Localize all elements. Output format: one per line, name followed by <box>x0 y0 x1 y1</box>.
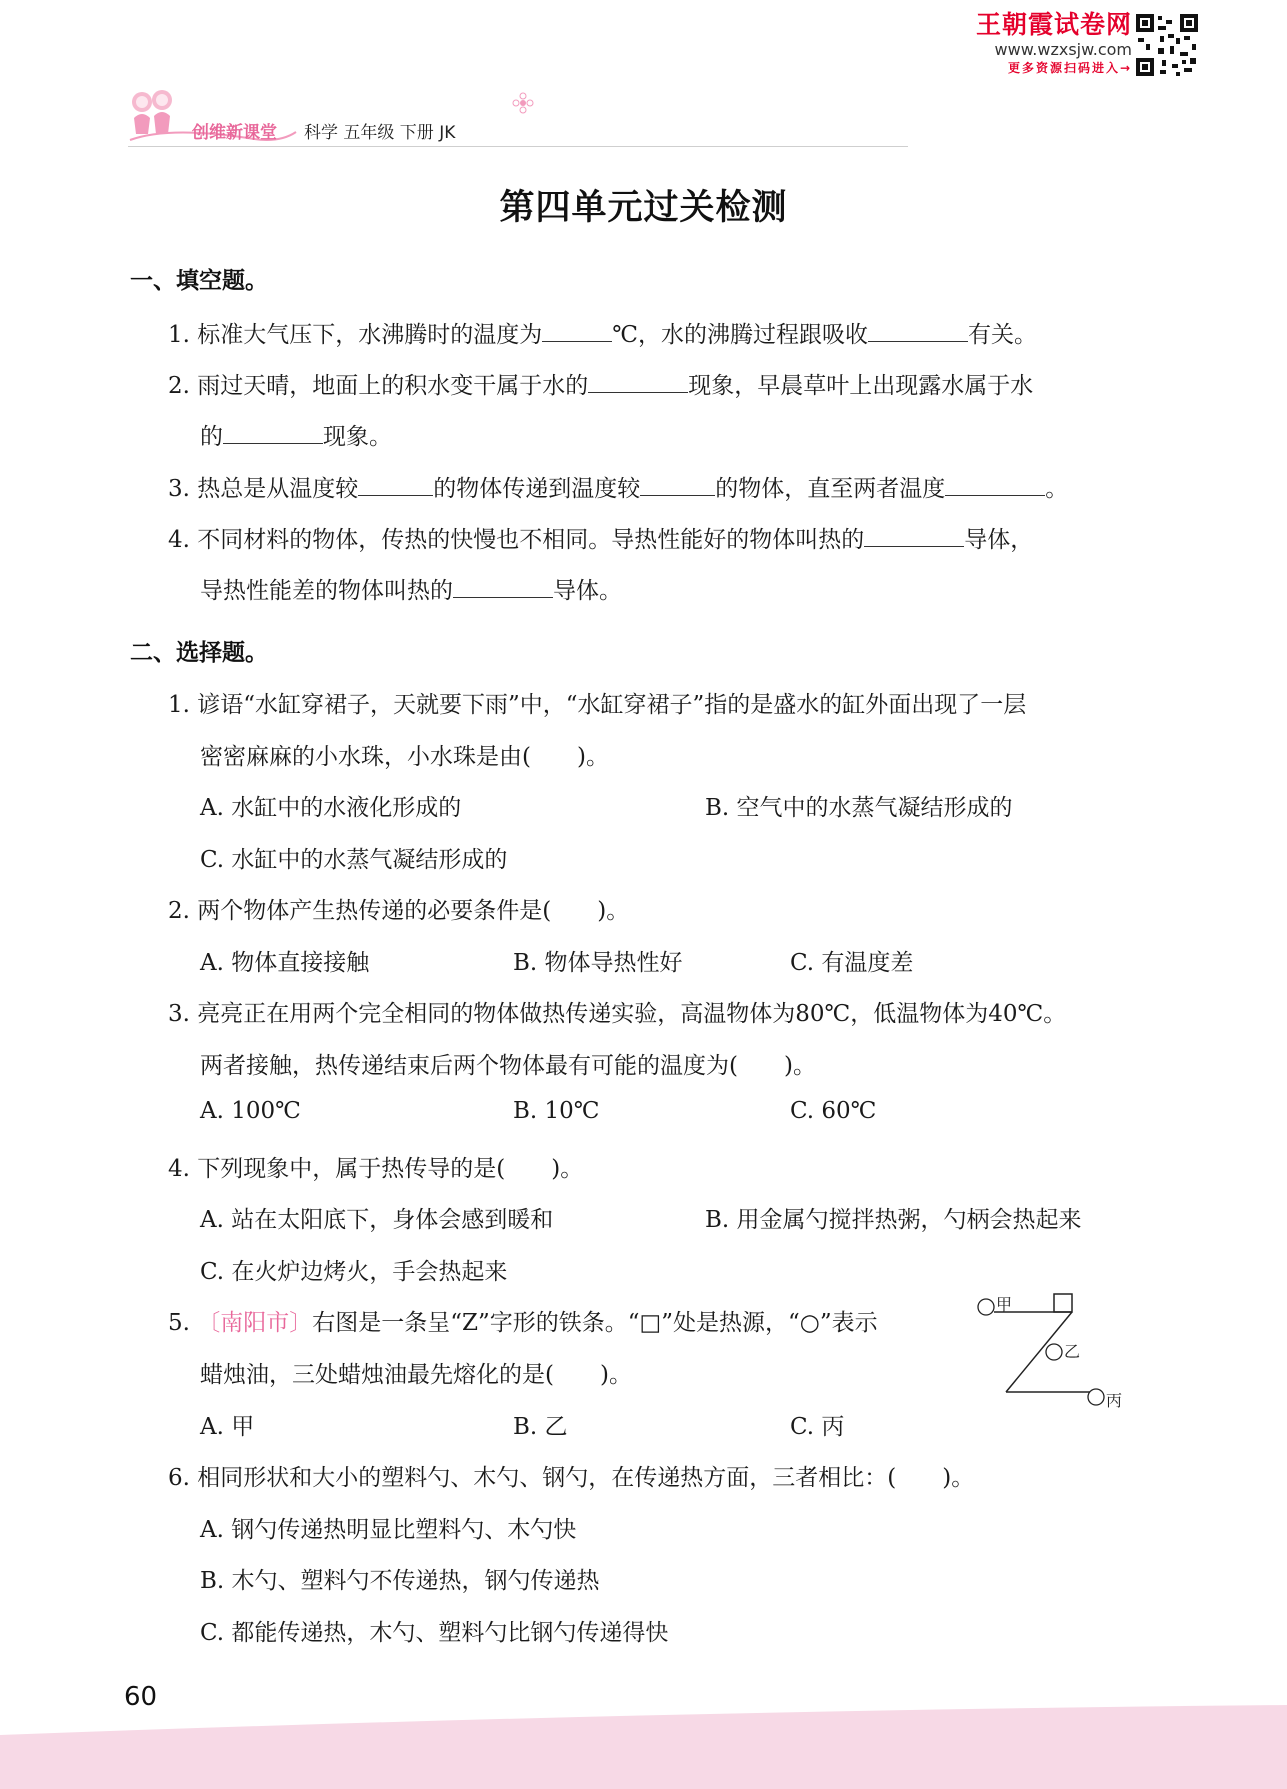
answer-blank[interactable] <box>945 473 1045 496</box>
question-text: 相同形状和大小的塑料勺、木勺、钢勺，在传递热方面，三者相比：( )。 <box>197 1465 975 1491</box>
question-text: 有关。 <box>968 322 1037 348</box>
question-text: 两者接触，热传递结束后两个物体最有可能的温度为( )。 <box>200 1053 816 1079</box>
question-text: 的 <box>200 424 223 450</box>
question-number: 4. <box>168 527 190 553</box>
question-number: 1. <box>168 692 190 718</box>
option-b[interactable]: B. 物体导热性好 <box>513 950 683 976</box>
fill-question-2-cont <box>200 418 392 451</box>
site-watermark[interactable] <box>962 10 1132 76</box>
question-text: 亮亮正在用两个完全相同的物体做热传递实验，高温物体为80℃，低温物体为40℃。 <box>197 1001 1067 1027</box>
site-hint: 更多资源扫码进入→ <box>1007 61 1132 75</box>
choice-question-3 <box>168 995 1066 1028</box>
choice-question-2 <box>168 892 629 925</box>
label-bing: 丙 <box>1106 1391 1123 1410</box>
question-number: 3. <box>168 476 190 502</box>
answer-blank[interactable] <box>358 473 433 496</box>
question-number: 5. <box>168 1310 190 1336</box>
question-text: 标准大气压下，水沸腾时的温度为 <box>197 322 543 348</box>
question-text: 导热性能差的物体叫热的 <box>200 578 453 604</box>
z-shaped-iron-bar-diagram <box>970 1290 1140 1420</box>
option-b[interactable]: B. 10℃ <box>513 1098 600 1124</box>
option-b[interactable]: B. 空气中的水蒸气凝结形成的 <box>705 795 1013 821</box>
page-title: 第四单元过关检测 <box>499 188 788 228</box>
question-text: 不同材料的物体，传热的快慢也不相同。导热性能好的物体叫热的 <box>197 527 865 553</box>
answer-blank[interactable] <box>223 421 323 444</box>
option-b[interactable]: B. 木勺、塑料勺不传递热，钢勺传递热 <box>200 1568 600 1594</box>
heat-source-square <box>1054 1294 1072 1312</box>
source-tag: 〔南阳市〕 <box>197 1310 313 1336</box>
header-divider <box>128 146 908 147</box>
subject-label: 科学 五年级 下册 JK <box>304 123 456 143</box>
option-a[interactable]: A. 100℃ <box>200 1098 301 1124</box>
option-c[interactable]: C. 有温度差 <box>790 950 914 976</box>
answer-blank[interactable] <box>588 370 688 393</box>
label-jia: 甲 <box>996 1295 1013 1314</box>
label-yi: 乙 <box>1064 1342 1081 1361</box>
answer-blank[interactable] <box>640 473 715 496</box>
fill-question-4 <box>168 521 1033 554</box>
section-heading-multiple-choice: 二、选择题。 <box>130 640 268 666</box>
fill-question-2 <box>168 367 1033 400</box>
option-b[interactable]: B. 用金属勺搅拌热粥，勺柄会热起来 <box>705 1207 1082 1233</box>
option-a[interactable]: A. 物体直接接触 <box>200 950 370 976</box>
option-a[interactable]: A. 站在太阳底下，身体会感到暖和 <box>200 1207 554 1233</box>
choice-question-5 <box>168 1304 878 1337</box>
option-a[interactable]: A. 水缸中的水液化形成的 <box>200 795 462 821</box>
choice-question-6 <box>168 1459 974 1492</box>
qr-code-icon[interactable] <box>1134 12 1200 78</box>
choice-question-4 <box>168 1150 583 1183</box>
option-c[interactable]: C. 都能传递热，木勺、塑料勺比钢勺传递得快 <box>200 1620 669 1646</box>
brand-label: 创维新课堂 <box>192 123 277 143</box>
answer-blank[interactable] <box>542 319 612 342</box>
fill-question-4-cont <box>200 572 622 605</box>
question-text: 现象。 <box>323 424 392 450</box>
option-a[interactable]: A. 钢勺传递热明显比塑料勺、木勺快 <box>200 1517 577 1543</box>
fill-question-3 <box>168 470 1068 503</box>
question-number: 1. <box>168 322 190 348</box>
option-c[interactable]: C. 水缸中的水蒸气凝结形成的 <box>200 847 508 873</box>
option-c[interactable]: C. 丙 <box>790 1414 845 1440</box>
question-text: 现象，早晨草叶上出现露水属于水 <box>688 373 1034 399</box>
question-text: 谚语“水缸穿裙子，天就要下雨”中，“水缸穿裙子”指的是盛水的缸外面出现了一层 <box>197 692 1027 718</box>
question-text: 导体。 <box>553 578 622 604</box>
page-number: 60 <box>124 1682 158 1712</box>
choice-question-1 <box>168 686 1026 719</box>
question-number: 6. <box>168 1465 190 1491</box>
question-text: 雨过天晴，地面上的积水变干属于水的 <box>197 373 589 399</box>
question-number: 2. <box>168 898 190 924</box>
wax-circle-3 <box>1088 1389 1104 1405</box>
fill-question-1 <box>168 316 1037 349</box>
wax-circle-2 <box>1046 1344 1062 1360</box>
footer-band <box>0 1705 1287 1789</box>
question-text: 两个物体产生热传递的必要条件是( )。 <box>197 898 630 924</box>
question-text: 的物体传递到温度较 <box>433 476 641 502</box>
option-b[interactable]: B. 乙 <box>513 1414 568 1440</box>
flower-ornament-icon <box>512 92 534 114</box>
site-url[interactable]: www.wzxsjw.com <box>994 40 1132 59</box>
option-a[interactable]: A. 甲 <box>200 1414 255 1440</box>
wax-circle-1 <box>978 1299 994 1315</box>
answer-blank[interactable] <box>868 319 968 342</box>
answer-blank[interactable] <box>864 524 964 547</box>
section-heading-fill-blank: 一、填空题。 <box>130 268 268 294</box>
question-number: 2. <box>168 373 190 399</box>
question-text: 密密麻麻的小水珠，小水珠是由( )。 <box>200 744 609 770</box>
question-text: 热总是从温度较 <box>197 476 359 502</box>
question-text: 导体， <box>964 527 1034 553</box>
question-text: 下列现象中，属于热传导的是( )。 <box>197 1156 584 1182</box>
option-c[interactable]: C. 在火炉边烤火，手会热起来 <box>200 1259 508 1285</box>
question-number: 4. <box>168 1156 190 1182</box>
question-text: 右图是一条呈“Z”字形的铁条。“□”处是热源，“○”表示 <box>312 1310 878 1336</box>
site-title: 王朝霞试卷网 <box>975 10 1132 39</box>
question-text: ℃，水的沸腾过程跟吸收 <box>612 322 868 348</box>
question-number: 3. <box>168 1001 190 1027</box>
question-text: 。 <box>1045 476 1069 502</box>
option-c[interactable]: C. 60℃ <box>790 1098 877 1124</box>
question-text: 的物体，直至两者温度 <box>715 476 946 502</box>
answer-blank[interactable] <box>453 575 553 598</box>
question-text: 蜡烛油，三处蜡烛油最先熔化的是( )。 <box>200 1362 632 1388</box>
